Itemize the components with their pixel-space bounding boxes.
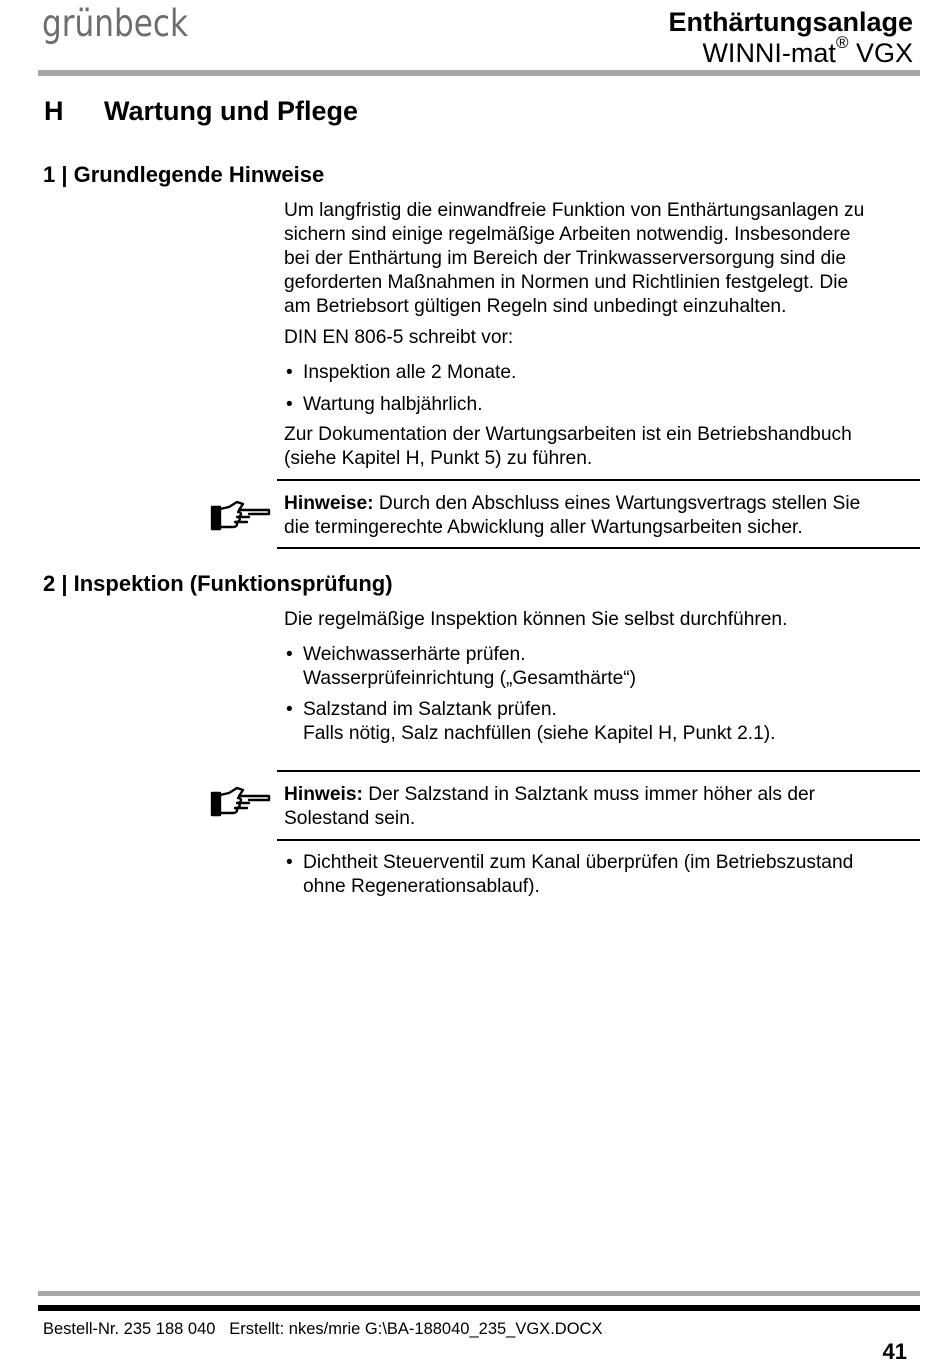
list-item: • Inspektion alle 2 Monate. [286, 362, 517, 383]
list-item: • Wartung halbjährlich. [286, 394, 483, 415]
logo-wordmark [42, 2, 192, 48]
din-intro: DIN EN 806-5 schreibt vor: [284, 327, 514, 348]
pointing-hand-icon [207, 498, 273, 534]
note-label: Hinweis: [284, 784, 363, 805]
chapter-heading [44, 96, 358, 127]
list-item: • Dichtheit Steuerventil zum Kanal überprüfen (im Betriebszustand ohne Regenerationsablauf). [286, 852, 854, 897]
note-rule-bottom [277, 547, 920, 549]
registered-mark: ® [835, 33, 849, 52]
footer-order-info: Bestell-Nr. 235 188 040 Erstellt: nkes/mrie G:\BA-188040_235_VGX.DOCX [43, 1320, 603, 1338]
note-box-2: Hinweis: Der Salzstand in Salztank muss immer höher als der Solestand sein. [284, 784, 816, 829]
note-rule-bottom [277, 839, 920, 841]
chapter-title: Wartung und Pflege [104, 96, 358, 126]
page-number: 41 [882, 1339, 907, 1364]
pointing-hand-icon [207, 784, 273, 820]
note-rule-top [277, 770, 920, 772]
note-rule-top [277, 479, 920, 481]
intro-paragraph: Um langfristig die einwandfreie Funktion von Enthärtungsanlagen zu sichern sind einige regelmäßige Arbeiten notwendig. Insbesondere bei der Enthärtung im Bereich der Trinkwasserversorgung sind die geforderten Maßnahmen in Normen und Richtlinien festgelegt. Die am Betriebsort gültigen Regeln sind unbedingt einzuhalten. [284, 200, 865, 317]
svg-text:grünbeck: grünbeck [42, 2, 189, 45]
section-heading-2: 2 | Inspektion (Funktionsprüfung) [43, 571, 393, 596]
list-item: • Salzstand im Salztank prüfen. Falls nötig, Salz nachfüllen (siehe Kapitel H, Punkt 2.1). [286, 699, 776, 744]
brand-logo [42, 2, 192, 48]
header-title: Enthärtungsanlage [668, 7, 913, 37]
chapter-letter: H [44, 96, 64, 126]
documentation-paragraph: Zur Dokumentation der Wartungsarbeiten ist ein Betriebshandbuch (siehe Kapitel H, Punkt 5) zu führen. [284, 424, 852, 469]
section-heading-1: 1 | Grundlegende Hinweise [43, 162, 325, 187]
footer-rule-black [38, 1305, 920, 1311]
header-model: WINNI-mat® VGX [702, 33, 913, 68]
header-rule [38, 70, 920, 76]
list-item: • Weichwasserhärte prüfen. Wasserprüfeinrichtung („Gesamthärte“) [286, 644, 637, 689]
inspection-intro: Die regelmäßige Inspektion können Sie selbst durchführen. [284, 609, 788, 630]
note-label: Hinweise: [284, 493, 374, 514]
note-box-1: Hinweise: Durch den Abschluss eines Wartungsvertrags stellen Sie die termingerechte Abwicklung aller Wartungsarbeiten sicher. [284, 493, 861, 538]
footer-rule-gray [38, 1291, 920, 1296]
